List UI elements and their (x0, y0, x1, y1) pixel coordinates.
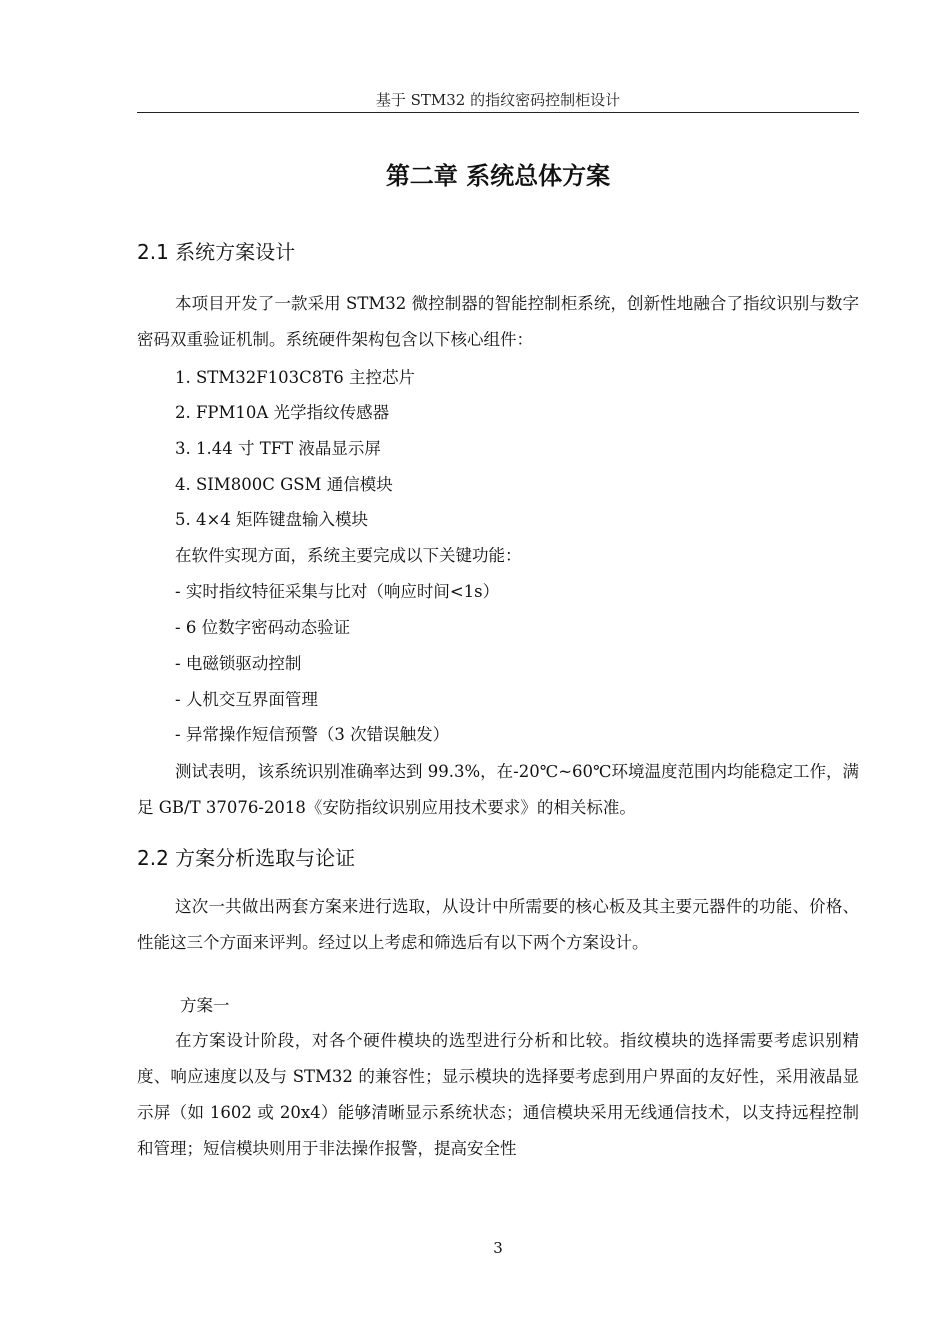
section-heading-2-1: 2.1 系统方案设计 (137, 240, 296, 264)
function-item: - 电磁锁驱动控制 (175, 654, 302, 673)
software-intro: 在软件实现方面，系统主要完成以下关键功能： (175, 546, 522, 565)
component-item: 1. STM32F103C8T6 主控芯片 (175, 368, 415, 387)
component-item: 3. 1.44 寸 TFT 液晶显示屏 (175, 439, 381, 458)
section-1-conclusion: 测试表明，该系统识别准确率达到 99.3%，在-20℃~60℃环境温度范围内均能稳定工作，满足 GB/T 37076-2018《安防指纹识别应用技术要求》的相关标准。 (137, 762, 859, 817)
component-item: 5. 4×4 矩阵键盘输入模块 (175, 510, 369, 529)
section-1-intro: 本项目开发了一款采用 STM32 微控制器的智能控制柜系统，创新性地融合了指纹识别与数字密码双重验证机制。系统硬件架构包含以下核心组件： (137, 294, 859, 349)
function-item: - 6 位数字密码动态验证 (175, 618, 351, 637)
chapter-title: 第二章 系统总体方案 (385, 162, 611, 190)
section-heading-2-2: 2.2 方案分析选取与论证 (137, 846, 356, 870)
page-number: 3 (493, 1239, 503, 1257)
component-item: 4. SIM800C GSM 通信模块 (175, 475, 393, 494)
function-item: - 人机交互界面管理 (175, 690, 318, 709)
plan-one-label: 方案一 (180, 996, 230, 1015)
function-item: - 异常操作短信预警（3 次错误触发） (175, 725, 450, 744)
running-header: 基于 STM32 的指纹密码控制柜设计 (375, 91, 621, 109)
component-item: 2. FPM10A 光学指纹传感器 (175, 403, 390, 422)
section-2-intro: 这次一共做出两套方案来进行选取，从设计中所需要的核心板及其主要元器件的功能、价格、性能这三个方面来评判。经过以上考虑和筛选后有以下两个方案设计。 (137, 897, 859, 952)
plan-one-text: 在方案设计阶段，对各个硬件模块的选型进行分析和比较。指纹模块的选择需要考虑识别精度、响应速度以及与 STM32 的兼容性；显示模块的选择要考虑到用户界面的友好性，采用液晶显示屏（如 1602 或 20x4）能够清晰显示系统状态；通信模块采用无线通信技术，以支持远程控制和管理；短信模块则用于非法操作报警，提高安全性 (137, 1031, 859, 1158)
header-rule (137, 112, 859, 113)
function-item: - 实时指纹特征采集与比对（响应时间<1s） (175, 582, 500, 601)
